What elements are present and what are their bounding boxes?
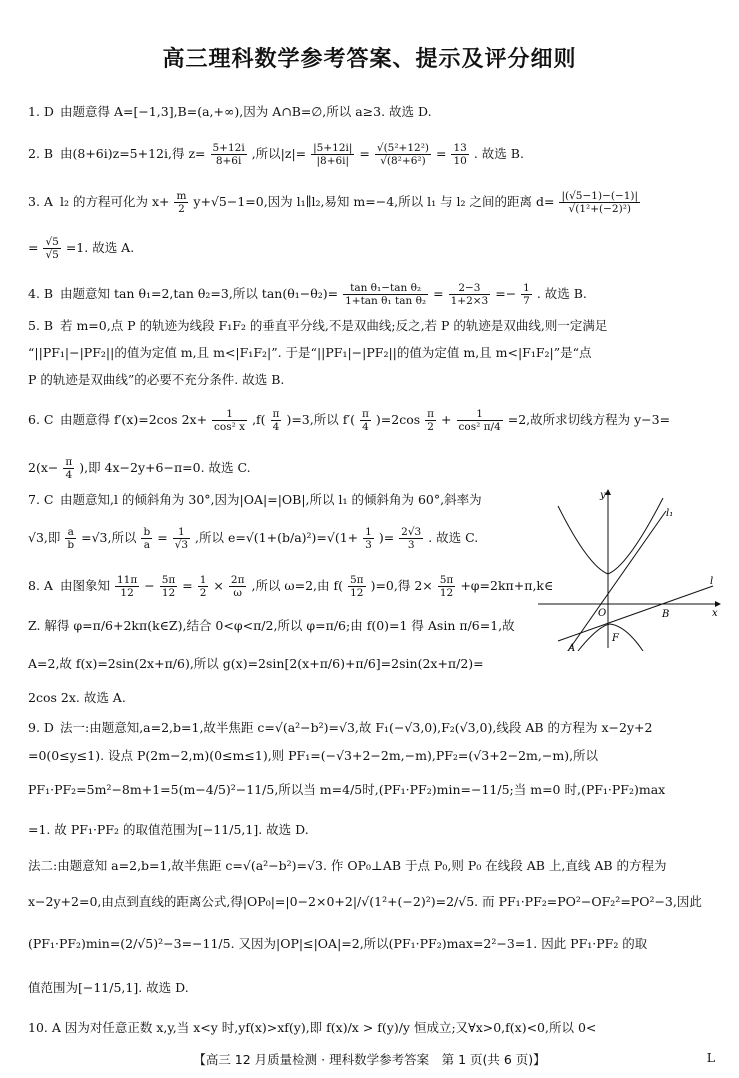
answer-3-cont: = $\frac{√5}{√5}$ =1. 故选 A. [28,236,135,261]
page-footer: 【高三 12 月质量检测 · 理科数学参考答案 第 1 页(共 6 页)】 [193,1052,546,1067]
answer-3: 3. A l₂ 的方程可化为 x+ $\frac{m}{2}$ y+√5−1=0,因为 l₁∥l₂,易知 m=−4,所以 l₁ 与 l₂ 之间的距离 d= $\frac{|(√5-1)-(-1)|}{\text{√(1²+(−2)²)}}$ [28,190,639,215]
page-title: 高三理科数学参考答案、提示及评分细则 [162,47,577,72]
answer-8-line-3: A=2,故 f(x)=2sin(2x+π/6),所以 g(x)=2sin[2(x+π/6)+π/6]=2sin(2x+π/2)= [28,656,484,671]
label-x: x [712,608,718,619]
answer-1 [28,104,432,120]
answer-2-num: 2. B [28,146,54,161]
answer-9-line-8: 值范围为[−11/5,1]. 故选 D. [28,980,189,995]
answer-7-line-2: √3,即 $\frac{a}{b}$ =√3,所以 $\frac{b}{a}$ = $\frac{1}{√3}$ ,所以 e=√(1+(b/a)²)=√(1+ $\frac{1}{3}$ )= $\frac{2√3}{3}$ . 故选 C. [28,526,479,551]
label-B: B [662,609,670,620]
answer-5-line-2: “||PF₁|−|PF₂||的值为定值 m,且 m<|F₁F₂|”. 于是“||PF₁|−|PF₂||的值为定值 m,且 m<|F₁F₂|”是“点 [28,345,592,360]
answer-4-num: 4. B [28,286,54,301]
answer-3-frac-3: $\frac{√5}{√5}$ [45,236,59,261]
answer-3-num: 3. A [28,194,53,209]
label-y: y [600,490,606,501]
answer-2-frac-2: $\frac{|5+12i|}{|8+6i|}$ [313,142,353,167]
answer-10: 10. A 因为对任意正数 x,y,当 x<y 时,yf(x)>xf(y),即 f(x)/x > f(y)/y 恒成立;又∀x>0,f(x)<0,所以 0< [28,1020,597,1035]
answer-2-frac-4: $\frac{13}{10}$ [453,142,467,167]
answer-8-line-4: 2cos 2x. 故选 A. [28,690,126,705]
answer-6-line-2: 2(x− $\frac{\pi}{4}$ ),即 4x−2y+6−π=0. 故选 C. [28,456,251,481]
answer-4-frac-2: $\frac{2-3}{1+2\times 3}$ [450,282,489,307]
answer-3-frac-2: $\frac{|(√5-1)-(-1)|}{\text{√(1²+(−2)²)}}$ [561,190,639,215]
answer-4-frac-1: $\frac{\text{tan θ₁−tan θ₂}}{\text{1+tan θ₁ tan θ₂}}$ [345,282,427,307]
answer-9-line-2: =0(0≤y≤1). 设点 P(2m−2,m)(0≤m≤1),则 PF₁=(−√3+2−2m,−m),PF₂=(√3+2−2m,−m),所以 [28,748,599,763]
answer-9: 9. D 法一:由题意知,a=2,b=1,故半焦距 c=√(a²−b²)=√3,故 F₁(−√3,0),F₂(√3,0),线段 AB 的方程为 x−2y+2 [28,720,653,735]
answer-1-text: 由题意得 A=[−1,3],B=(a,+∞),因为 A∩B=∅,所以 a≥3. 故选 D. [59,104,432,119]
answer-9-line-6: x−2y+2=0,由点到直线的距离公式,得|OP₀|=|0−2×0+2|/√(1²+(−2)²)=2/√5. 而 PF₁·PF₂=PO²−OF₂²=PO²−3,因此 [28,894,702,909]
label-F: F [612,633,619,644]
answer-1-num: 1. D [28,104,54,119]
hyperbola-figure [538,486,723,651]
answer-4-frac-3: $\frac{1}{7}$ [523,282,530,307]
line-l1 [568,511,666,651]
answer-5-line-3: P 的轨迹是双曲线”的必要不充分条件. 故选 B. [28,372,285,387]
answer-8-line-2: Z. 解得 φ=π/6+2kπ(k∈Z),结合 0<φ<π/2,所以 φ=π/6;由 f(0)=1 得 Asin π/6=1,故 [28,618,515,633]
lower-branch [578,624,643,651]
line-l [558,586,713,641]
answer-6: 6. C 由题意得 f′(x)=2cos 2x+ $\frac{1}{\text{cos² x}}$ ,f( $\frac{\pi}{4}$ )=3,所以 f′( $\frac{\pi}{4}$ )=2cos $\frac{\pi}{2}$ + $\frac{1}{\text{cos² π/4}}$ =2,故所求切线方程为 y−3= [28,408,671,433]
answer-9-line-4: =1. 故 PF₁·PF₂ 的取值范围为[−11/5,1]. 故选 D. [28,822,309,837]
label-O: O [598,608,607,619]
answer-2-frac-3: $\frac{\text{√(5²+12²)}}{\text{√(8²+6²)}}$ [376,142,430,167]
answer-9-num: 9. D [28,720,54,735]
upper-branch [558,498,663,574]
answer-9-line-3: PF₁·PF₂=5m²−8m+1=5(m−4/5)²−11/5,所以当 m=4/5时,(PF₁·PF₂)min=−11/5;当 m=0 时,(PF₁·PF₂)max [28,782,666,797]
answer-5-num: 5. B [28,318,54,333]
answer-2-a: 由(8+6i)z=5+12i,得 z= [59,146,206,161]
label-l1: l₁ [666,508,674,519]
label-l: l [710,576,714,587]
answer-4: 4. B 由题意知 tan θ₁=2,tan θ₂=3,所以 tan(θ₁−θ₂)= $\frac{\text{tan θ₁−tan θ₂}}{\text{1+tan θ₁ tan θ₂}}$ = $\frac{2-3}{1+2\times 3}$ =− $\frac{1}{7}$ . 故选 B. [28,282,587,307]
answer-7-num: 7. C [28,492,54,507]
answer-9-line-5: 法二:由题意知 a=2,b=1,故半焦距 c=√(a²−b²)=√3. 作 OP₀⊥AB 于点 P₀,则 P₀ 在线段 AB 上,直线 AB 的方程为 [28,858,667,873]
page-mark: L [706,1050,715,1065]
answer-8-num: 8. A [28,578,53,593]
answer-5: 5. B 若 m=0,点 P 的轨迹为线段 F₁F₂ 的垂直平分线,不是双曲线;反之,若 P 的轨迹是双曲线,则一定满足 [28,318,608,333]
answer-7: 7. C 由题意知,l 的倾斜角为 30°,因为|OA|=|OB|,所以 l₁ 的倾斜角为 60°,斜率为 [28,492,482,507]
answer-2: 2. B 由(8+6i)z=5+12i,得 z= $\frac{5+12i}{8+6i}$ ,所以|z|= $\frac{|5+12i|}{|8+6i|}$ = $\frac{\text{√(5²+12²)}}{\text{√(8²+6²)}}$ = $\frac{13}{10}$ . 故选 B. [28,142,524,167]
answer-10-num: 10. A [28,1020,61,1035]
answer-9-line-7: (PF₁·PF₂)min=(2/√5)²−3=−11/5. 又因为|OP|≤|OA|=2,所以(PF₁·PF₂)max=2²−3=1. 因此 PF₁·PF₂ 的取 [28,936,648,951]
answer-8: 8. A 由图象知 $\frac{11\pi}{12}$ − $\frac{5\pi}{12}$ = $\frac{1}{2}$ × $\frac{2\pi}{\omega}$ ,所以 ω=2,由 f( $\frac{5\pi}{12}$ )=0,得 2× $\frac{5\pi}{12}$ +φ=2kπ+π,k∈ [28,574,554,599]
answer-6-num: 6. C [28,412,54,427]
answer-3-frac-1: $\frac{m}{2}$ [176,190,187,215]
label-A: A [568,643,576,651]
answer-2-frac-1: $\frac{5+12i}{8+6i}$ [212,142,245,167]
